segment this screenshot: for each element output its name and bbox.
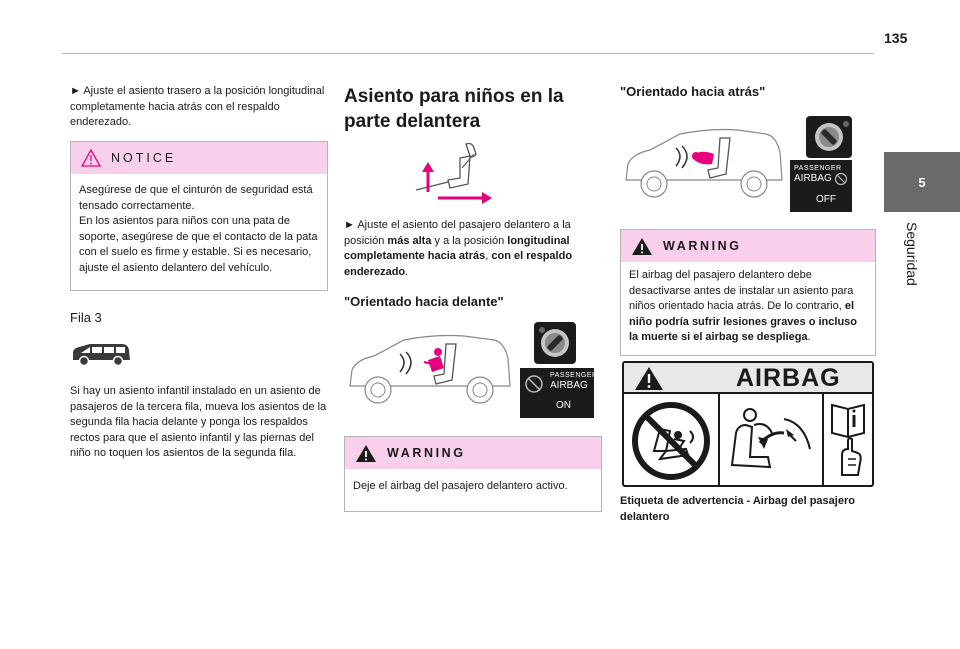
passenger-airbag-off-indicator (790, 160, 852, 212)
airbag-switch-off-icon (806, 116, 852, 158)
airbag-off-symbol-icon (834, 172, 848, 186)
warning-box-rear (620, 229, 876, 356)
label-divider-2 (822, 394, 824, 485)
warning-consequence: el niño podría sufrir lesiones graves o incluso la muerte si el airbag se despliega (629, 300, 857, 343)
warning-title-forward: WARNING (387, 446, 466, 460)
adjust-highest: más alta (387, 234, 432, 247)
row3-heading: Fila 3 (70, 310, 102, 325)
notice-title: NOTICE (111, 151, 177, 165)
warning-text-forward: Deje el airbag del pasajero delantero activo. (353, 480, 568, 492)
warning-end: . (807, 331, 811, 343)
airbag-on-label: ON (556, 400, 571, 411)
airbag-off-label: OFF (816, 194, 836, 205)
chapter-label: Seguridad (904, 222, 920, 286)
label-divider-1 (718, 394, 720, 485)
notice-box (70, 141, 328, 291)
airbag-label-caption: Etiqueta de advertencia - Airbag del pasajero delantero (620, 495, 855, 523)
forward-facing-car-illustration (344, 330, 514, 410)
airbag-switch-on-icon (534, 322, 576, 364)
warning-header-forward (345, 437, 601, 469)
warning-triangle-icon (355, 444, 377, 463)
warning-title-rear: WARNING (663, 239, 742, 253)
rear-facing-heading: "Orientado hacia atrás" (620, 84, 766, 99)
front-seat-adjust-text (344, 218, 596, 280)
airbag-off-symbol-icon (524, 374, 544, 394)
adjust-prefix: ► Ajuste el asiento del pasajero delantero a la posición (344, 219, 571, 247)
passenger-label: PASSENGER (794, 165, 842, 172)
warning-triangle-icon (634, 366, 664, 391)
row3-text: Si hay un asiento infantil instalado en un asiento de pasajeros de la tercera fila, mueva los asientos de la segunda fila hacia delante y ponga los respaldos rectos para que el asiento infantil y las piernas del niño no toquen los asientos de la segunda fila. (70, 385, 327, 459)
chapter-number: 5 (918, 174, 926, 190)
no-rear-facing-seat-icon (630, 401, 712, 481)
notice-header (71, 142, 327, 174)
notice-text-2: En los asientos para niños con una pata de soporte, asegúrese de que el contacto de la pata con el suelo es firme y estable. Si es necesario, ajuste el asiento delantero del vehículo. (79, 215, 318, 274)
warning-triangle-icon (631, 237, 653, 256)
adjust-end: . (405, 265, 409, 278)
chapter-tab[interactable] (884, 152, 960, 212)
warning-box-forward (344, 436, 602, 512)
airbag-warning-label (622, 361, 874, 487)
warning-header-rear (621, 230, 875, 262)
airbag-deploy-icon (724, 403, 818, 477)
forward-facing-heading: "Orientado hacia delante" (344, 294, 504, 309)
airbag-label: AIRBAG (794, 173, 832, 184)
warning-triangle-icon (81, 149, 101, 167)
warning-text: El airbag del pasajero delantero debe desactivarse antes de instalar un asiento para niños orientado hacia atrás. De lo contrario, (629, 269, 854, 312)
rear-facing-car-illustration (620, 124, 786, 204)
adjust-mid: y a la posición (431, 234, 508, 247)
front-child-seat-heading: Asiento para niños en la parte delantera (344, 86, 564, 132)
passenger-airbag-on-indicator (520, 368, 598, 418)
adjust-mid2: , (485, 250, 492, 262)
adjust-backrest: con el respaldo enderezado (344, 250, 573, 278)
airbag-label-header (624, 363, 872, 394)
rear-seat-instruction: ► Ajuste el asiento trasero a la posición longitudinal completamente hacia atrás con el respaldo enderezado. (70, 85, 325, 128)
seat-adjust-illustration (410, 140, 500, 204)
airbag-label: AIRBAG (550, 380, 588, 391)
adjust-rearmost: longitudinal completamente hacia atrás (344, 234, 570, 262)
warning-text-rear (621, 262, 875, 354)
minivan-icon (70, 342, 132, 368)
passenger-label: PASSENGER (550, 372, 598, 379)
notice-text-1: Asegúrese de que el cinturón de seguridad está tensado correctamente. (79, 184, 313, 212)
page-number: 135 (884, 30, 908, 46)
airbag-label-word: AIRBAG (736, 364, 841, 392)
header-rule (62, 53, 874, 54)
read-manual-icon (828, 401, 868, 481)
